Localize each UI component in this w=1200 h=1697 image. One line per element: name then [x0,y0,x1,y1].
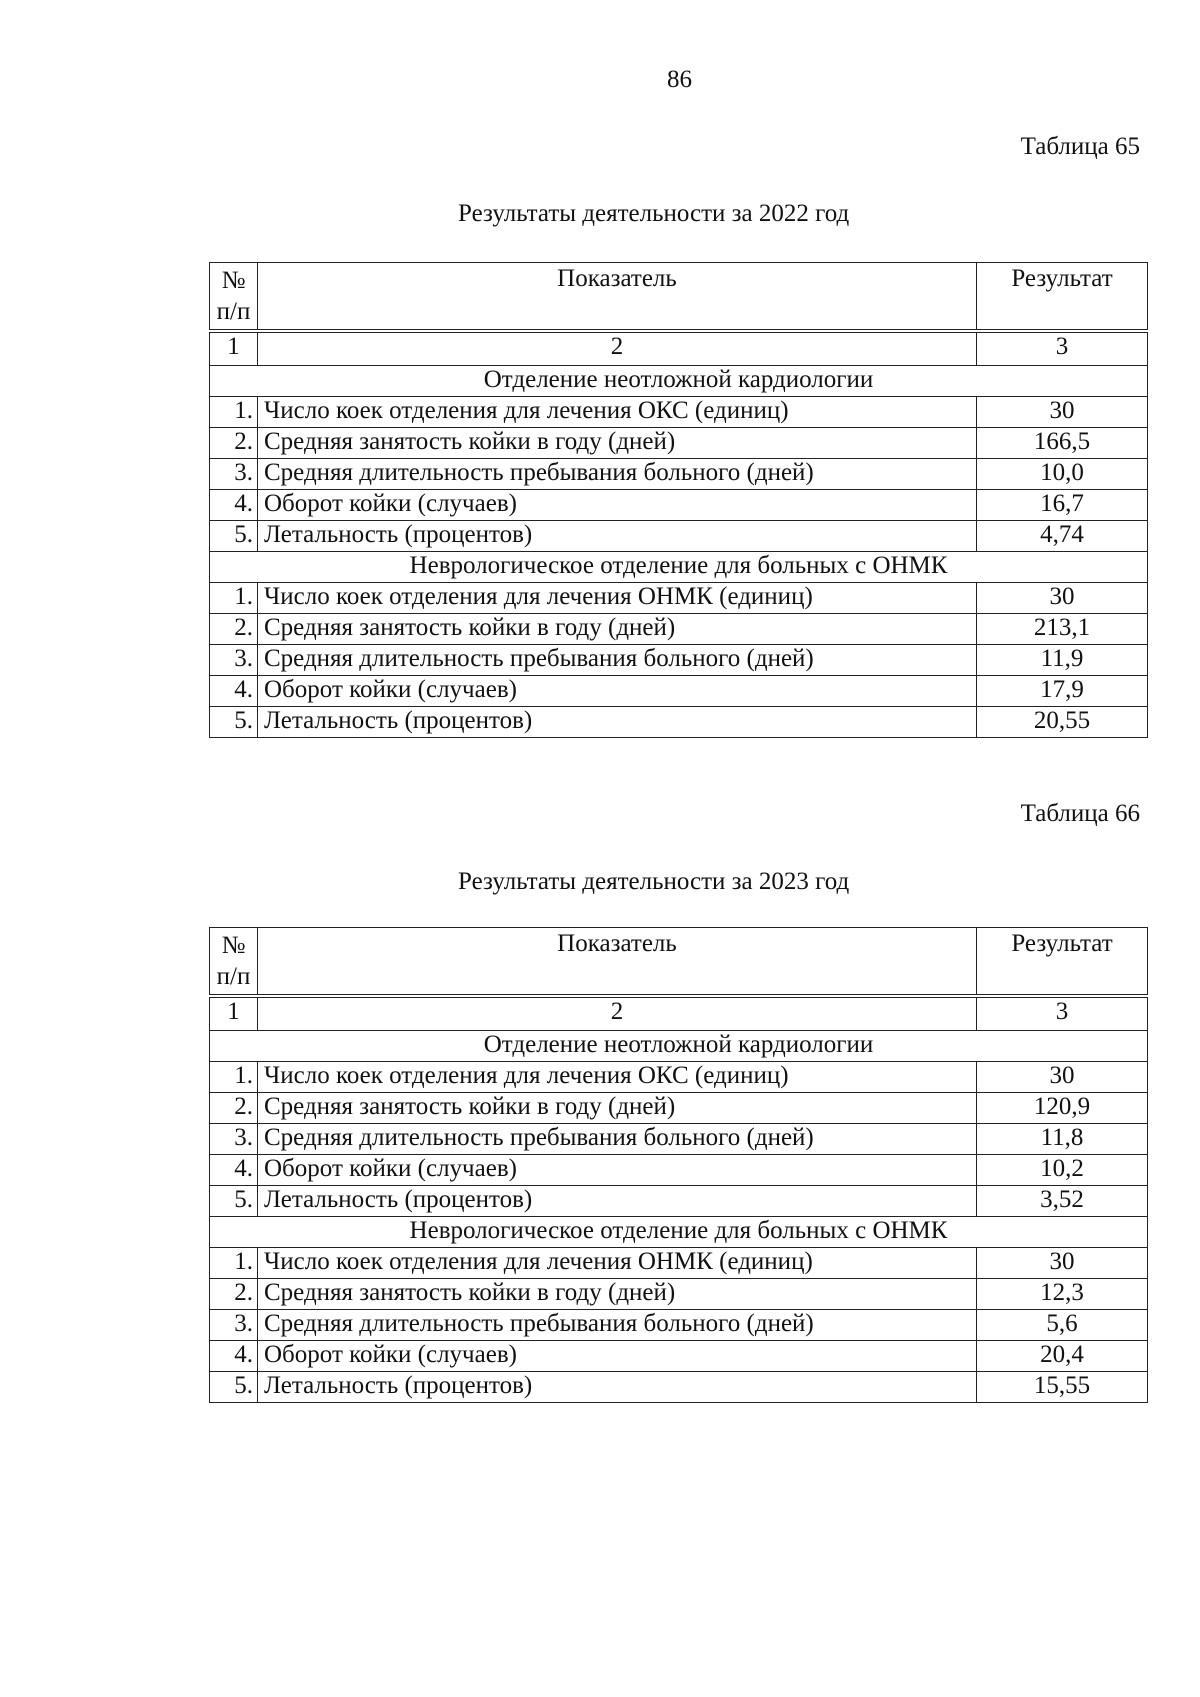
table-row [210,1248,1148,1279]
section-title: Неврологическое отделение для больных с ОНМК [210,552,1148,583]
result-cell: 10,0 [977,459,1148,490]
result-cell: 3,52 [977,1186,1148,1217]
table-title: Результаты деятельности за 2022 год [458,200,850,227]
table-row [210,1124,1148,1155]
row-number: 3. [210,459,258,490]
indicator-cell: Средняя занятость койки в году (дней) [258,428,977,459]
section-title: Отделение неотложной кардиологии [210,366,1148,397]
result-cell: 4,74 [977,521,1148,552]
table-label: Таблица 65 [1020,133,1140,160]
result-cell: 15,55 [977,1372,1148,1403]
table-row [210,1310,1148,1341]
table-row [210,521,1148,552]
results-table [209,262,1148,738]
row-number: 4. [210,1155,258,1186]
result-cell: 11,9 [977,645,1148,676]
table-row [210,583,1148,614]
indicator-cell: Оборот койки (случаев) [258,490,977,521]
result-cell: 213,1 [977,614,1148,645]
row-number: 3. [210,645,258,676]
index-cell: 1 [210,996,258,1031]
column-index-row [210,331,1148,366]
indicator-cell: Средняя длительность пребывания больного (дней) [258,645,977,676]
header-row [210,928,1148,997]
row-number: 4. [210,676,258,707]
table-row [210,1186,1148,1217]
table-row [210,428,1148,459]
row-number: 5. [210,1372,258,1403]
indicator-cell: Средняя занятость койки в году (дней) [258,1279,977,1310]
table-row [210,707,1148,738]
header-indicator-cell: Показатель [258,263,977,332]
row-number: 1. [210,1062,258,1093]
table-row [210,614,1148,645]
result-cell: 120,9 [977,1093,1148,1124]
table-title: Результаты деятельности за 2023 год [458,868,850,895]
indicator-cell: Летальность (процентов) [258,1186,977,1217]
column-index-row [210,996,1148,1031]
table-label: Таблица 66 [1020,800,1140,827]
section-row [210,366,1148,397]
table-row [210,1279,1148,1310]
table-row [210,1062,1148,1093]
row-number: 1. [210,397,258,428]
indicator-cell: Средняя длительность пребывания больного (дней) [258,1124,977,1155]
row-number: 5. [210,1186,258,1217]
indicator-cell: Число коек отделения для лечения ОКС (единиц) [258,1062,977,1093]
header-num-cell: № п/п [210,263,258,332]
result-cell: 166,5 [977,428,1148,459]
result-cell: 20,4 [977,1341,1148,1372]
section-row [210,1031,1148,1062]
index-cell: 1 [210,331,258,366]
indicator-cell: Число коек отделения для лечения ОКС (единиц) [258,397,977,428]
header-result-cell: Результат [977,263,1148,332]
header-indicator-cell: Показатель [258,928,977,997]
result-cell: 10,2 [977,1155,1148,1186]
table-row [210,645,1148,676]
table-row [210,1372,1148,1403]
result-cell: 30 [977,583,1148,614]
index-cell: 2 [258,996,977,1031]
page-number: 86 [667,66,692,93]
row-number: 4. [210,490,258,521]
row-number: 4. [210,1341,258,1372]
indicator-cell: Средняя занятость койки в году (дней) [258,614,977,645]
indicator-cell: Оборот койки (случаев) [258,1341,977,1372]
row-number: 2. [210,428,258,459]
result-cell: 30 [977,1062,1148,1093]
table-row [210,1155,1148,1186]
indicator-cell: Средняя длительность пребывания больного (дней) [258,459,977,490]
section-row [210,552,1148,583]
index-cell: 2 [258,331,977,366]
table-row [210,676,1148,707]
row-number: 1. [210,1248,258,1279]
row-number: 3. [210,1310,258,1341]
section-row [210,1217,1148,1248]
row-number: 2. [210,1279,258,1310]
result-cell: 12,3 [977,1279,1148,1310]
results-table [209,927,1148,1403]
result-cell: 30 [977,397,1148,428]
row-number: 2. [210,614,258,645]
result-cell: 20,55 [977,707,1148,738]
header-num-cell: № п/п [210,928,258,997]
row-number: 3. [210,1124,258,1155]
indicator-cell: Летальность (процентов) [258,521,977,552]
index-cell: 3 [977,331,1148,366]
result-cell: 5,6 [977,1310,1148,1341]
result-cell: 16,7 [977,490,1148,521]
header-row [210,263,1148,332]
result-cell: 11,8 [977,1124,1148,1155]
table-row [210,459,1148,490]
row-number: 2. [210,1093,258,1124]
row-number: 5. [210,521,258,552]
indicator-cell: Оборот койки (случаев) [258,676,977,707]
section-title: Отделение неотложной кардиологии [210,1031,1148,1062]
indicator-cell: Число коек отделения для лечения ОНМК (единиц) [258,583,977,614]
section-title: Неврологическое отделение для больных с ОНМК [210,1217,1148,1248]
result-cell: 30 [977,1248,1148,1279]
indicator-cell: Средняя длительность пребывания больного (дней) [258,1310,977,1341]
header-result-cell: Результат [977,928,1148,997]
row-number: 5. [210,707,258,738]
indicator-cell: Средняя занятость койки в году (дней) [258,1093,977,1124]
table-row [210,1341,1148,1372]
indicator-cell: Летальность (процентов) [258,1372,977,1403]
indicator-cell: Летальность (процентов) [258,707,977,738]
result-cell: 17,9 [977,676,1148,707]
table-row [210,490,1148,521]
table-row [210,397,1148,428]
table-row [210,1093,1148,1124]
index-cell: 3 [977,996,1148,1031]
indicator-cell: Число коек отделения для лечения ОНМК (единиц) [258,1248,977,1279]
row-number: 1. [210,583,258,614]
indicator-cell: Оборот койки (случаев) [258,1155,977,1186]
